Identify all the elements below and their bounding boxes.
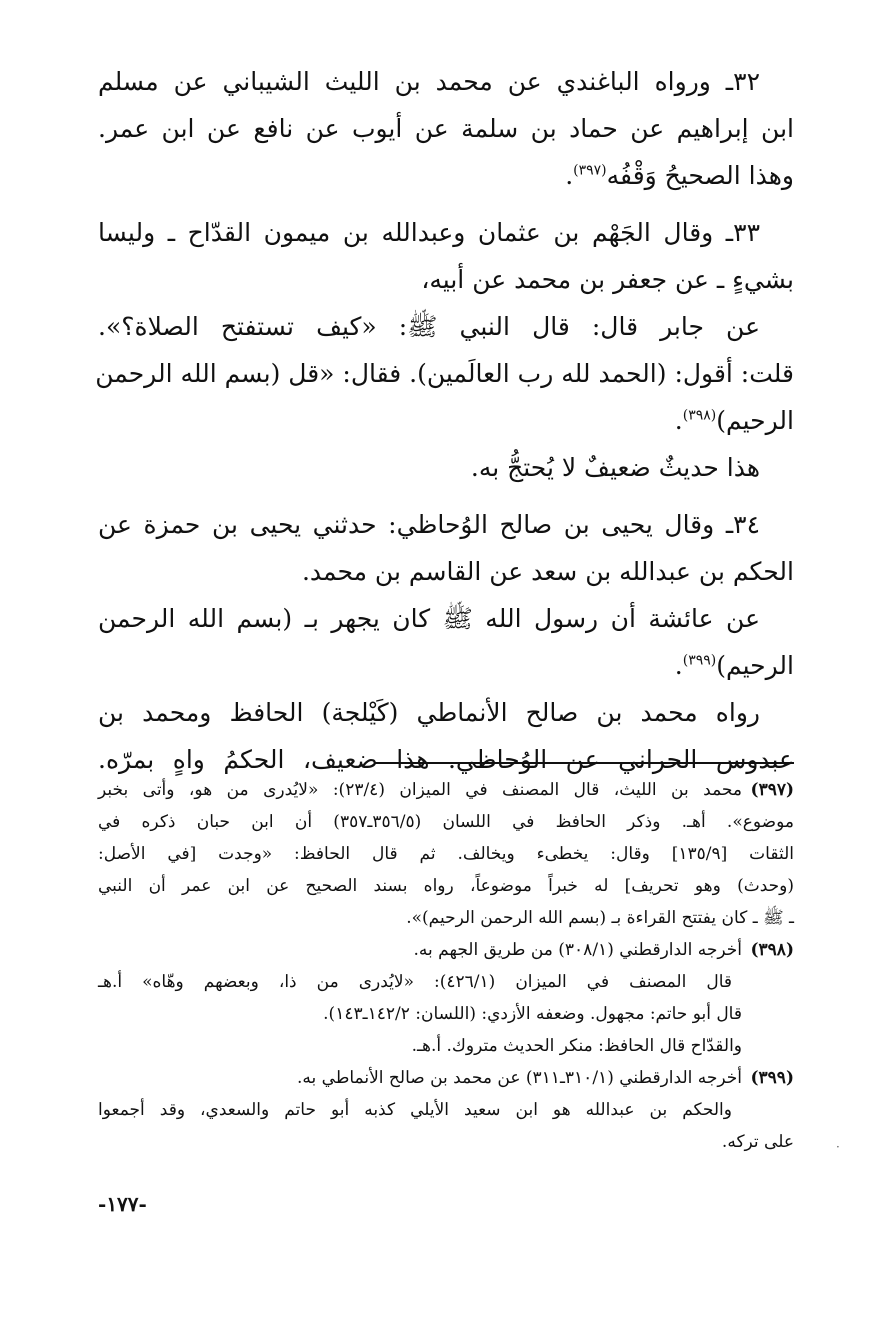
p32-line-1: ٣٢ـ ورواه الباغندي عن محمد بن الليث الشيباني عن مسلم bbox=[98, 67, 760, 96]
p34-line-3: عن عائشة أن رسول الله ﷺ كان يجهر بـ (بسم الله الرحمن bbox=[98, 604, 760, 633]
footnote-ref-399[interactable]: (٣٩٩) bbox=[682, 652, 717, 669]
p33-line-3: عن جابر قال: قال النبي ﷺ: «كيف تستفتح الصلاة؟». bbox=[98, 312, 760, 341]
footnote-399-text-1: أخرجه الدارقطني (٣١٠/١ـ٣١١) عن محمد بن صالح الأنماطي به. bbox=[297, 1068, 742, 1088]
p32-line-3-text: وهذا الصحيحُ وَقْفُه bbox=[606, 161, 794, 190]
p34-line-5: رواه محمد بن صالح الأنماطي (كَيْلجة) الحافظ ومحمد بن bbox=[98, 698, 760, 727]
footnote-397-line-2: موضوع». أهـ. وذكر الحافظ في اللسان (٣٥٦/٥ـ٣٥٧) أن ابن حبان ذكره في bbox=[98, 812, 794, 832]
p33-line-5-text: الرحيم) bbox=[716, 406, 794, 435]
footnote-399-line-1 bbox=[98, 1062, 794, 1094]
p33-line-5 bbox=[98, 397, 794, 444]
footnote-divider bbox=[374, 762, 794, 764]
footnote-397-line-1 bbox=[98, 774, 794, 806]
footnotes bbox=[98, 774, 794, 1158]
p34-line-6: عبدوس الحراني عن الوُحاظي. هذا ضعيف، الحكمُ واهٍ بمرّه. bbox=[98, 745, 794, 774]
page-number: -١٧٧- bbox=[98, 1192, 147, 1216]
p34-line-1: ٣٤ـ وقال يحيى بن صالح الوُحاظي: حدثني يحيى بن حمزة عن bbox=[98, 510, 760, 539]
p33-line-5-end: . bbox=[674, 406, 683, 435]
p32-line-2: ابن إبراهيم عن حماد بن سلمة عن أيوب عن نافع عن ابن عمر. bbox=[98, 114, 794, 143]
scan-speck: · bbox=[836, 1140, 840, 1154]
p33-line-1: ٣٣ـ وقال الجَهْم بن عثمان وعبدالله بن ميمون القدّاح ـ وليسا bbox=[98, 218, 760, 247]
footnote-397-line-5: ـ ﷺ ـ كان يفتتح القراءة بـ (بسم الله الرحمن الرحيم)». bbox=[406, 908, 794, 928]
paragraph-gap bbox=[98, 199, 794, 209]
p33-line-2: بشيءٍ ـ عن جعفر بن محمد عن أبيه، bbox=[421, 265, 794, 294]
footnote-397-text-1: محمد بن الليث، قال المصنف في الميزان (٢٣/٤): «لايُدرى من هو، وأتى بخبر bbox=[98, 780, 743, 800]
footnote-ref-397[interactable]: (٣٩٧) bbox=[573, 162, 607, 179]
footnote-397-number: (٣٩٧) bbox=[750, 780, 795, 800]
footnote-398-line-1 bbox=[98, 934, 794, 966]
p33-line-6: هذا حديثٌ ضعيفٌ لا يُحتجُّ به. bbox=[470, 453, 760, 482]
footnote-399-line-3: على تركه. bbox=[721, 1132, 794, 1152]
footnote-ref-398[interactable]: (٣٩٨) bbox=[682, 407, 717, 424]
footnote-398-number: (٣٩٨) bbox=[750, 940, 794, 960]
footnote-397-line-4: (وحدث) وهو تحريف] له خبراً موضوعاً، رواه بسند الصحيح عن ابن عمر أن النبي bbox=[98, 876, 794, 896]
footnote-398-line-2: قال المصنف في الميزان (٤٢٦/١): «لايُدرى من ذا، وبعضهم وهّاه» أ.هـ bbox=[98, 972, 732, 992]
p34-line-4-end: . bbox=[674, 651, 683, 680]
p34-line-2: الحكم بن عبدالله بن سعد عن القاسم بن محمد. bbox=[301, 557, 794, 586]
main-text bbox=[95, 58, 794, 783]
p33-line-4: قلت: أقول: (الحمد لله رب العالَمين). فقال: «قل (بسم الله الرحمن bbox=[95, 359, 794, 388]
footnote-397-line-3: الثقات [١٣٥/٩] وقال: يخطىء ويخالف. ثم قال الحافظ: «وجدت [في الأصل: bbox=[98, 844, 794, 864]
footnote-398-line-4: والقدّاح قال الحافظ: منكر الحديث متروك. أ.هـ. bbox=[411, 1036, 742, 1056]
p32-line-3-end: . bbox=[565, 161, 574, 190]
footnote-399-line-2: والحكم بن عبدالله هو ابن سعيد الأيلي كذبه أبو حاتم والسعدي، وقد أجمعوا bbox=[98, 1100, 732, 1120]
p34-line-4-text: الرحيم) bbox=[716, 651, 794, 680]
p32-line-3 bbox=[98, 152, 794, 199]
footnote-399-number: (٣٩٩) bbox=[750, 1068, 794, 1088]
p34-line-4 bbox=[98, 642, 794, 689]
footnote-398-text-1: أخرجه الدارقطني (٣٠٨/١) من طريق الجهم به. bbox=[413, 940, 742, 960]
footnote-398-line-3: قال أبو حاتم: مجهول. وضعفه الأزدي: (اللسان: ١٤٢/٢ـ١٤٣). bbox=[323, 1004, 742, 1024]
paragraph-gap bbox=[98, 491, 794, 501]
